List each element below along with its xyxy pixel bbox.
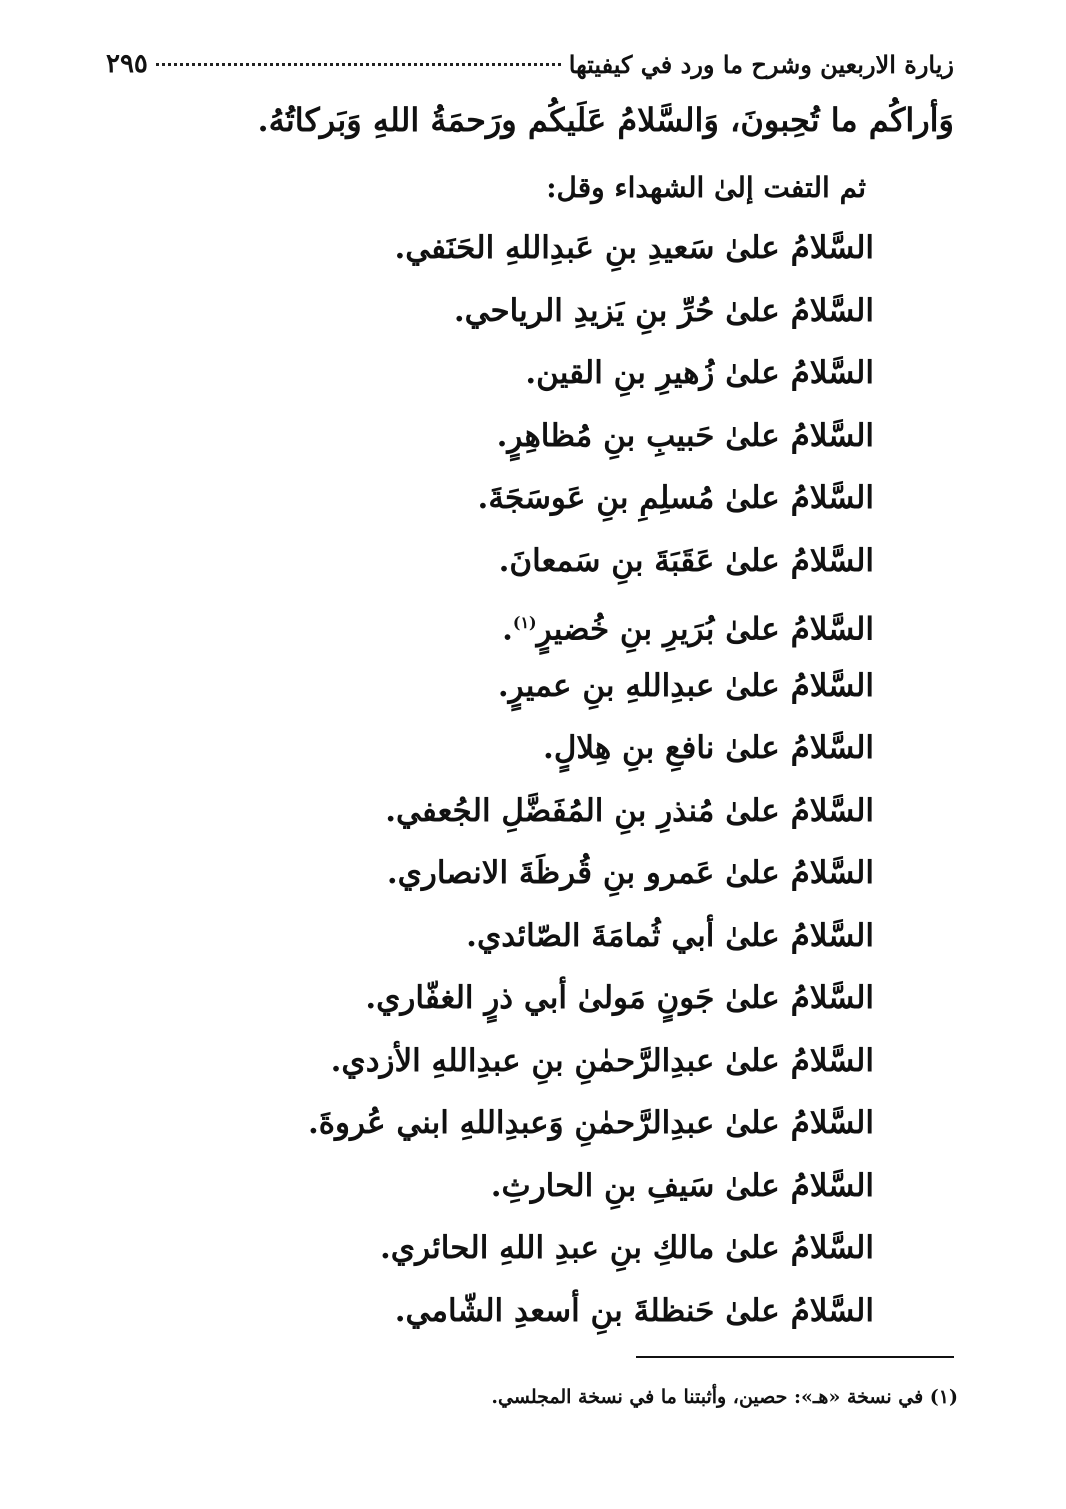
salutation-line: السَّلامُ علىٰ حَنظلةَ بنِ أسعدِ الشّامي.: [394, 1292, 874, 1329]
sentence-end: .: [502, 611, 513, 648]
salutation-line: السَّلامُ علىٰ حَبيبِ بنِ مُظاهِرٍ.: [496, 417, 874, 454]
salutation-line-with-footnote: [174, 597, 874, 660]
footnote-text: (١) في نسخة «هـ»: حصين، وأثبتنا ما في نسخة المجلسي.: [491, 1386, 958, 1408]
salutation-line: السَّلامُ علىٰ حُرِّ بنِ يَزيدِ الرياحي.: [453, 292, 874, 329]
footnote-separator: [636, 1356, 954, 1358]
footnote-marker: (١): [512, 613, 537, 632]
salutation-line: السَّلامُ علىٰ عَقَبَةَ بنِ سَمعانَ.: [498, 542, 874, 579]
page-number: ٢٩٥: [106, 49, 148, 79]
intro-line: وَأراكُم ما تُحِبونَ، وَالسَّلامُ عَلَيكُم ورَحمَةُ اللهِ وَبَركاتُهُ.: [257, 101, 954, 139]
dot-leader: [156, 63, 561, 66]
salutation-line: السَّلامُ علىٰ زُهيرِ بنِ القين.: [525, 355, 874, 391]
running-title: زيارة الاربعين وشرح ما ورد في كيفيتها: [568, 49, 954, 79]
salutation-line: السَّلامُ علىٰ نافعِ بنِ هِلالٍ.: [543, 730, 874, 766]
salutation-line: السَّلامُ علىٰ جَونٍ مَولىٰ أبي ذرٍ الغفّاري.: [365, 980, 874, 1016]
instruction-line: ثم التفت إلىٰ الشهداء وقل:: [546, 171, 866, 204]
salutation-line: السَّلامُ علىٰ عَمرو بنِ قُرظَةَ الانصاري.: [386, 855, 874, 891]
salutation-line: السَّلامُ علىٰ عبدِاللهِ بنِ عميرٍ.: [497, 667, 874, 704]
salutation-line: السَّلامُ علىٰ مُسلِمِ بنِ عَوسَجَةَ.: [477, 480, 874, 516]
salutation-line: السَّلامُ علىٰ مالكِ بنِ عبدِ اللهِ الحائري.: [380, 1230, 874, 1266]
salutation-line: السَّلامُ علىٰ أبي ثُمامَةَ الصّائدي.: [466, 917, 874, 954]
page-header: [106, 44, 954, 84]
salutation-list: [174, 222, 874, 1347]
salutation-text: السَّلامُ علىٰ بُرَيرِ بنِ خُضيرٍ: [536, 611, 874, 648]
salutation-line: السَّلامُ علىٰ مُنذرِ بنِ المُفَضَّلِ الجُعفي.: [385, 792, 874, 829]
salutation-line: السَّلامُ علىٰ سَعيدِ بنِ عَبدِاللهِ الحَنَفي.: [394, 230, 874, 266]
salutation-line: السَّلامُ علىٰ عبدِالرَّحمٰنِ بنِ عبدِاللهِ الأزدي.: [330, 1042, 874, 1079]
salutation-line: السَّلامُ علىٰ سَيفِ بنِ الحارثِ.: [490, 1167, 874, 1204]
salutation-line: السَّلامُ علىٰ عبدِالرَّحمٰنِ وَعبدِاللهِ ابني عُروةَ.: [307, 1105, 874, 1141]
